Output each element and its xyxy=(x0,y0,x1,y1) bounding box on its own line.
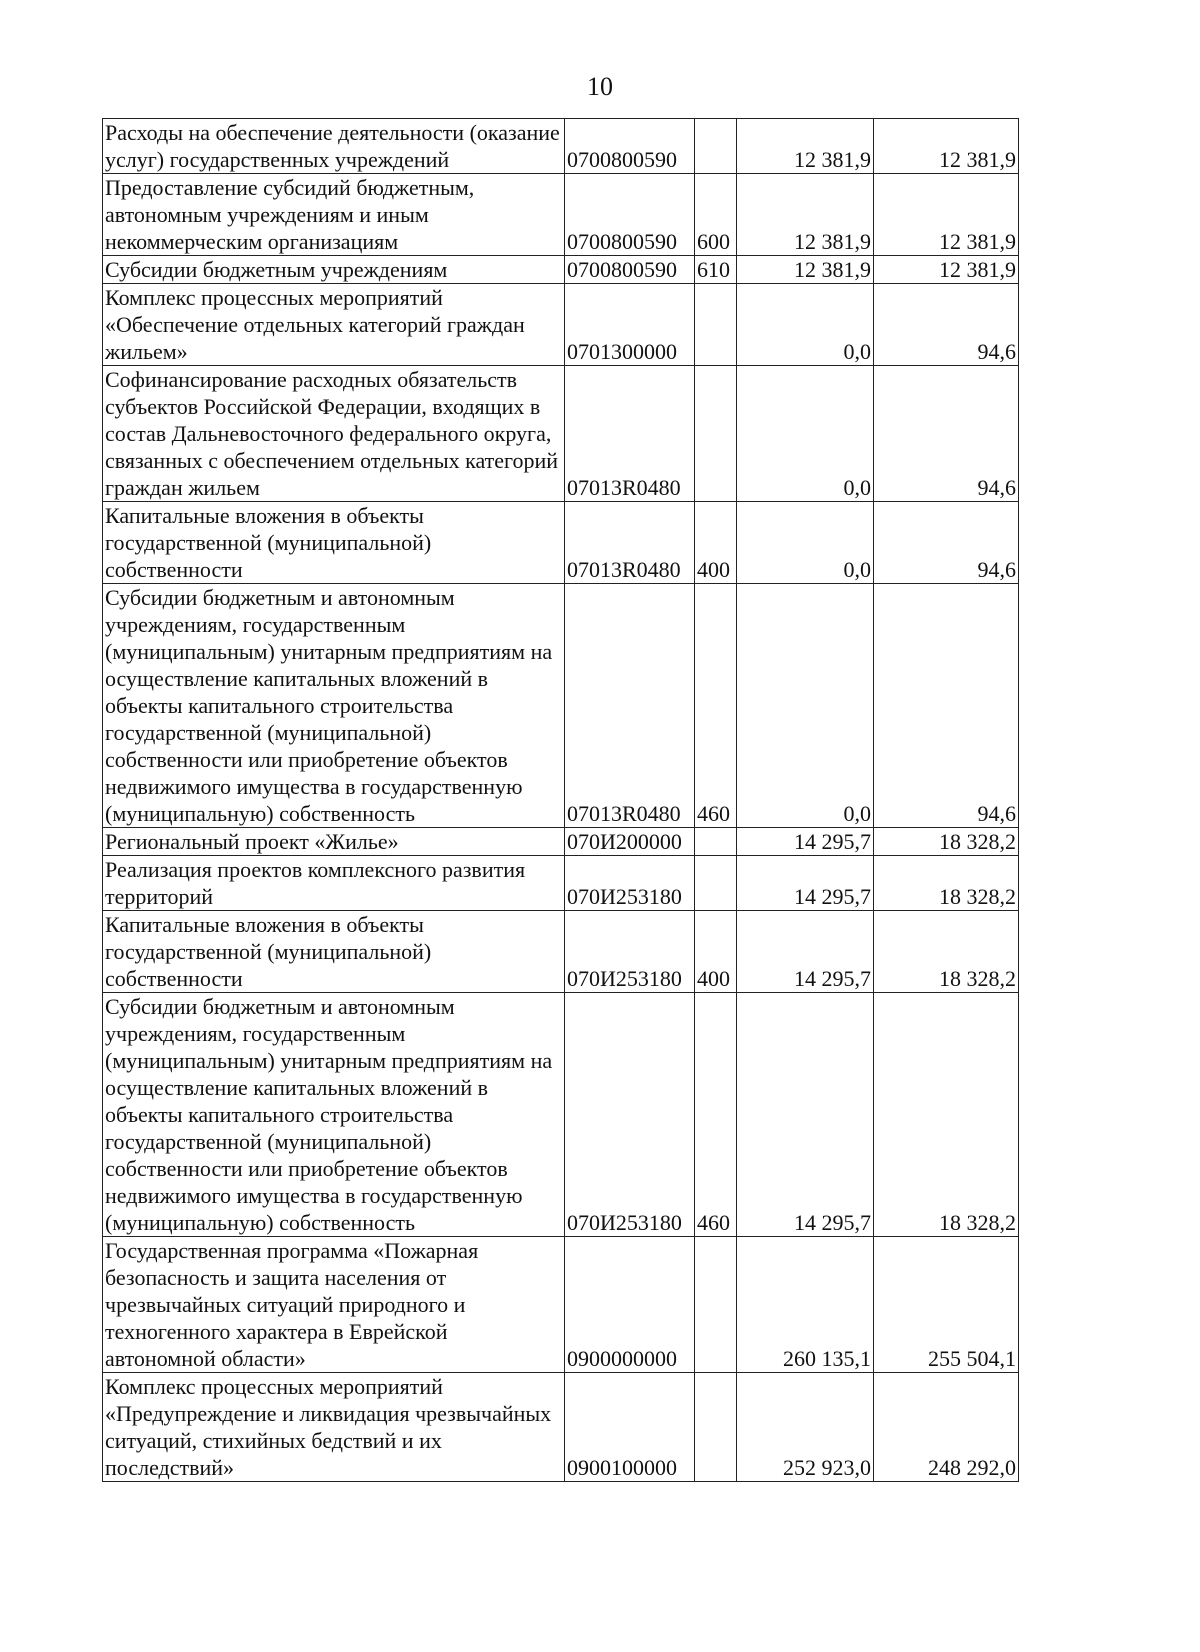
table-row xyxy=(103,366,1019,502)
row-code: 070И253180 xyxy=(565,993,695,1237)
row-name: Капитальные вложения в объекты государственной (муниципальной) собственности xyxy=(103,502,565,584)
row-sum-year2: 12 381,9 xyxy=(874,119,1019,174)
row-code: 0700800590 xyxy=(565,174,695,256)
row-expense-type xyxy=(695,366,737,502)
row-sum-year2: 94,6 xyxy=(874,366,1019,502)
row-expense-type: 460 xyxy=(695,993,737,1237)
row-sum-year2: 12 381,9 xyxy=(874,174,1019,256)
table-row xyxy=(103,284,1019,366)
row-sum-year1: 0,0 xyxy=(737,366,874,502)
row-sum-year1: 14 295,7 xyxy=(737,911,874,993)
row-name: Субсидии бюджетным учреждениям xyxy=(103,256,565,284)
budget-table xyxy=(102,118,1019,1482)
row-expense-type: 600 xyxy=(695,174,737,256)
table-row xyxy=(103,119,1019,174)
row-sum-year1: 0,0 xyxy=(737,502,874,584)
row-sum-year2: 248 292,0 xyxy=(874,1373,1019,1482)
row-sum-year1: 14 295,7 xyxy=(737,993,874,1237)
row-name: Капитальные вложения в объекты государственной (муниципальной) собственности xyxy=(103,911,565,993)
row-name: Комплекс процессных мероприятий «Предупреждение и ликвидация чрезвычайных ситуаций, стихийных бедствий и их последствий» xyxy=(103,1373,565,1482)
row-expense-type xyxy=(695,828,737,856)
row-code: 0900100000 xyxy=(565,1373,695,1482)
row-code: 070И253180 xyxy=(565,856,695,911)
row-name: Софинансирование расходных обязательств субъектов Российской Федерации, входящих в состав Дальневосточного федерального округа, связанных с обеспечением отдельных категорий граждан жильем xyxy=(103,366,565,502)
row-sum-year1: 12 381,9 xyxy=(737,119,874,174)
row-code: 0700800590 xyxy=(565,119,695,174)
row-expense-type xyxy=(695,119,737,174)
table-row xyxy=(103,174,1019,256)
row-sum-year2: 255 504,1 xyxy=(874,1237,1019,1373)
table-row xyxy=(103,993,1019,1237)
row-name: Предоставление субсидий бюджетным, автономным учреждениям и иным некоммерческим организациям xyxy=(103,174,565,256)
row-expense-type xyxy=(695,1237,737,1373)
row-name: Комплекс процессных мероприятий «Обеспечение отдельных категорий граждан жильем» xyxy=(103,284,565,366)
row-name: Региональный проект «Жилье» xyxy=(103,828,565,856)
row-code: 07013R0480 xyxy=(565,366,695,502)
row-sum-year2: 18 328,2 xyxy=(874,828,1019,856)
row-sum-year2: 94,6 xyxy=(874,502,1019,584)
row-sum-year1: 260 135,1 xyxy=(737,1237,874,1373)
row-sum-year1: 12 381,9 xyxy=(737,174,874,256)
row-code: 07013R0480 xyxy=(565,502,695,584)
row-name: Расходы на обеспечение деятельности (оказание услуг) государственных учреждений xyxy=(103,119,565,174)
row-expense-type xyxy=(695,856,737,911)
row-code: 070И253180 xyxy=(565,911,695,993)
table-row xyxy=(103,584,1019,828)
table-row xyxy=(103,856,1019,911)
table-row xyxy=(103,1237,1019,1373)
row-expense-type: 400 xyxy=(695,911,737,993)
row-name: Субсидии бюджетным и автономным учреждениям, государственным (муниципальным) унитарным предприятиям на осуществление капитальных вложений в объекты капитального строительства государственной (муниципальной) собственности или приобретение объектов недвижимого имущества в государственную (муниципальную) собственность xyxy=(103,993,565,1237)
row-code: 07013R0480 xyxy=(565,584,695,828)
page-number: 10 xyxy=(587,72,613,101)
row-sum-year1: 14 295,7 xyxy=(737,828,874,856)
row-code: 0701300000 xyxy=(565,284,695,366)
row-sum-year2: 18 328,2 xyxy=(874,993,1019,1237)
row-sum-year2: 94,6 xyxy=(874,284,1019,366)
row-sum-year2: 18 328,2 xyxy=(874,856,1019,911)
row-expense-type: 400 xyxy=(695,502,737,584)
table-row xyxy=(103,502,1019,584)
table-row xyxy=(103,1373,1019,1482)
row-sum-year1: 252 923,0 xyxy=(737,1373,874,1482)
row-expense-type xyxy=(695,1373,737,1482)
row-expense-type: 610 xyxy=(695,256,737,284)
table-row xyxy=(103,911,1019,993)
row-name: Субсидии бюджетным и автономным учреждениям, государственным (муниципальным) унитарным предприятиям на осуществление капитальных вложений в объекты капитального строительства государственной (муниципальной) собственности или приобретение объектов недвижимого имущества в государственную (муниципальную) собственность xyxy=(103,584,565,828)
row-expense-type xyxy=(695,284,737,366)
row-name: Реализация проектов комплексного развития территорий xyxy=(103,856,565,911)
row-code: 0900000000 xyxy=(565,1237,695,1373)
row-code: 070И200000 xyxy=(565,828,695,856)
row-sum-year2: 12 381,9 xyxy=(874,256,1019,284)
table-row xyxy=(103,256,1019,284)
row-sum-year1: 0,0 xyxy=(737,284,874,366)
row-code: 0700800590 xyxy=(565,256,695,284)
row-sum-year1: 0,0 xyxy=(737,584,874,828)
table-row xyxy=(103,828,1019,856)
row-sum-year2: 18 328,2 xyxy=(874,911,1019,993)
row-sum-year1: 12 381,9 xyxy=(737,256,874,284)
row-sum-year2: 94,6 xyxy=(874,584,1019,828)
row-sum-year1: 14 295,7 xyxy=(737,856,874,911)
row-expense-type: 460 xyxy=(695,584,737,828)
row-name: Государственная программа «Пожарная безопасность и защита населения от чрезвычайных ситуаций природного и техногенного характера в Еврейской автономной области» xyxy=(103,1237,565,1373)
